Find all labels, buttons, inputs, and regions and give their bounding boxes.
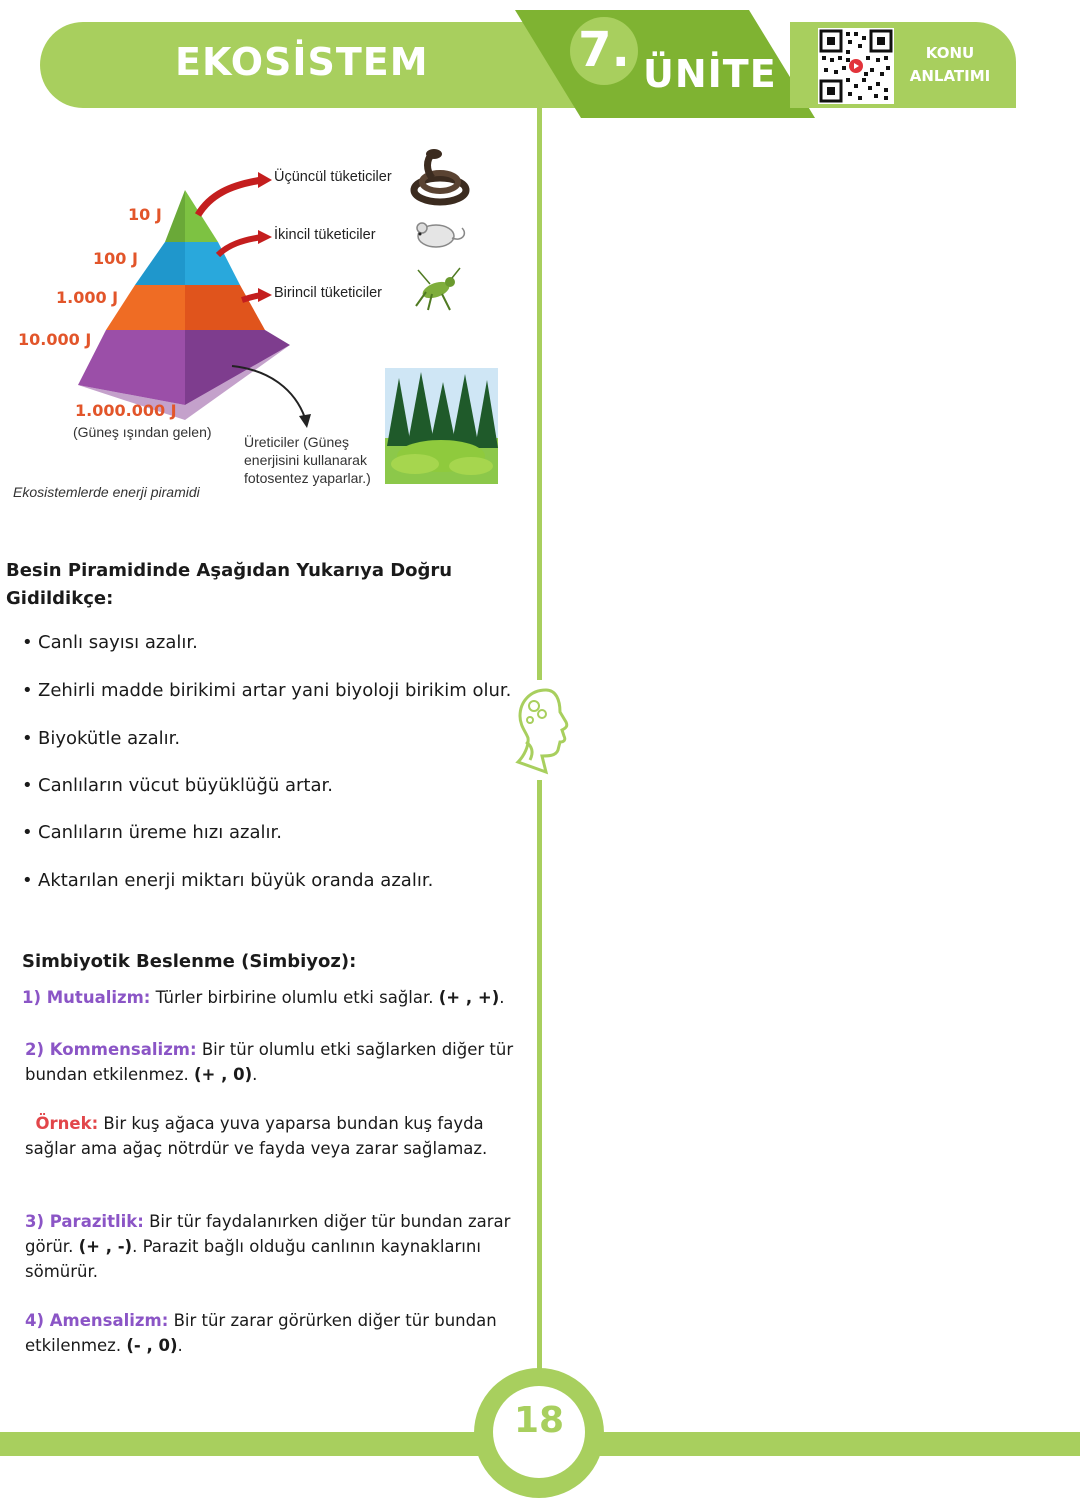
example-label: Örnek: [35,1114,99,1133]
kommensalizm-paragraph [25,1037,513,1087]
grasshopper-icon [410,266,462,314]
pyramid-level-4: 10.000 J [18,330,92,349]
example-text2: sağlar ama ağaç nötrdür ve fayda veya zarar sağlamaz. [25,1139,488,1158]
qr-code-icon[interactable] [818,28,894,104]
example-paragraph [25,1111,487,1161]
forest-icon [385,368,498,484]
list-item-text: Canlı sayısı azalır. [38,632,198,653]
list-item-text: Biyokütle azalır. [38,728,181,749]
list-item-text: Canlıların üreme hızı azalır. [38,822,282,843]
mutualizm-label: 1) Mutualizm: [22,988,151,1007]
parazitlik-text2a: görür. [25,1237,79,1256]
head-icon [512,686,576,776]
tertiary-consumers-label: Üçüncül tüketiciler [274,169,392,185]
mouse-icon [412,212,470,252]
snake-icon [410,148,470,206]
parazitlik-text2b: . Parazit bağlı olduğu canlının kaynaklarını [132,1237,481,1256]
kommensalizm-label: 2) Kommensalizm: [25,1040,197,1059]
amensalizm-sign: (- , 0) [126,1336,178,1355]
producers-label [244,433,371,487]
amensalizm-label: 4) Amensalizm: [25,1311,169,1330]
pyramid-base-note: (Güneş ışından gelen) [73,424,212,440]
list-item-text: Zehirli madde birikimi artar yani biyoloji birikim olur. [38,680,512,701]
kommensalizm-text1: Bir tür olumlu etki sağlarken diğer tür [196,1040,514,1059]
primary-consumers-label: Birincil tüketiciler [274,285,382,301]
mutualizm-paragraph [22,985,505,1010]
unit-label: ÜNİTE [643,52,777,96]
section1-title [6,557,452,613]
parazitlik-label: 3) Parazitlik: [25,1212,144,1231]
list-item: • Biyokütle azalır. [22,728,181,749]
page-title: EKOSİSTEM [175,40,429,84]
center-divider-bottom [537,780,542,1380]
topic-label-line2: ANLATIMI [909,67,991,85]
figure-caption: Ekosistemlerde enerji piramidi [13,484,200,500]
page-number: 18 [513,1400,565,1441]
parazitlik-text1: Bir tür faydalanırken diğer tür bundan zarar [143,1212,511,1231]
section1-title-line1: Besin Piramidinde Aşağıdan Yukarıya Doğru [6,560,453,581]
secondary-consumers-label: İkincil tüketiciler [274,227,376,243]
parazitlik-sign: (+ , -) [78,1237,133,1256]
pyramid-level-3: 1.000 J [56,288,119,307]
unit-number-badge: 7. [570,17,638,85]
pyramid-level-2: 100 J [93,249,138,268]
mutualizm-end: . [499,988,505,1007]
parazitlik-paragraph [25,1209,510,1284]
list-item-text: Aktarılan enerji miktarı büyük oranda azalır. [38,870,434,891]
parazitlik-text3: sömürür. [25,1262,98,1281]
section1-title-line2: Gidildikçe: [6,588,114,609]
producers-line3: fotosentez yaparlar.) [244,470,371,486]
pyramid-base-value: 1.000.000 J [75,401,177,420]
amensalizm-paragraph [25,1308,497,1358]
mutualizm-sign: (+ , +) [438,988,500,1007]
producers-line1: Üreticiler (Güneş [244,434,350,450]
example-text1: Bir kuş ağaca yuva yaparsa bundan kuş fayda [98,1114,484,1133]
producers-line2: enerjisini kullanarak [244,452,367,468]
list-item-text: Canlıların vücut büyüklüğü artar. [38,775,333,796]
list-item: • Zehirli madde birikimi artar yani biyoloji birikim olur. [22,680,512,701]
amensalizm-text2: etkilenmez. [25,1336,127,1355]
amensalizm-text1: Bir tür zarar görürken diğer tür bundan [168,1311,497,1330]
kommensalizm-text2: bundan etkilenmez. [25,1065,195,1084]
kommensalizm-end: . [252,1065,258,1084]
mutualizm-text: Türler birbirine olumlu etki sağlar. [150,988,439,1007]
list-item: • Aktarılan enerji miktarı büyük oranda azalır. [22,870,434,891]
center-divider-top [537,108,542,680]
topic-label [900,42,1000,88]
section2-title: Simbiyotik Beslenme (Simbiyoz): [22,951,357,972]
amensalizm-end: . [177,1336,183,1355]
kommensalizm-sign: (+ , 0) [194,1065,253,1084]
list-item: • Canlıların üreme hızı azalır. [22,822,282,843]
list-item: • Canlı sayısı azalır. [22,632,198,653]
topic-label-line1: KONU [925,44,975,62]
list-item: • Canlıların vücut büyüklüğü artar. [22,775,333,796]
pyramid-level-1: 10 J [128,205,162,224]
